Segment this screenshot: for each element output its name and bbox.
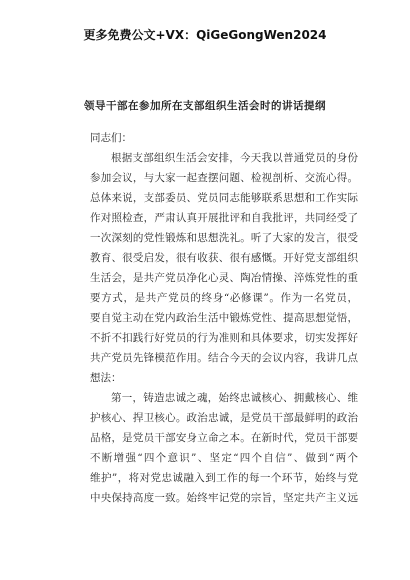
body-line: 不断增强“四个意识”、坚定“四个自信”、做到“两个 bbox=[90, 452, 358, 464]
body-line: 共产党员先锋模范作用。结合今天的会议内容，我讲几点 bbox=[90, 352, 358, 364]
body-line: 一次深刻的党性锻炼和思想洗礼。听了大家的发言，很受 bbox=[90, 232, 358, 244]
body-line: 维护”，将对党忠诚融入到工作的每一个环节，始终与党 bbox=[90, 472, 358, 484]
body-line: 中央保持高度一致。始终牢记党的宗旨，坚定共产主义远 bbox=[90, 492, 358, 504]
body-line: 要方式，是共产党员的终身“必修课”。作为一名党员， bbox=[90, 292, 358, 304]
body-line: 总体来说，支部委员、党员同志能够联系思想和工作实际 bbox=[90, 192, 358, 204]
body-line: 要自觉主动在党内政治生活中锻炼党性、提高思想觉悟， bbox=[90, 312, 358, 324]
body-line: 生活会，是共产党员净化心灵、陶冶情操、淬炼党性的重 bbox=[90, 272, 358, 284]
promo-header: 更多免费公文+VX：QiGeGongWen2024 bbox=[83, 28, 327, 42]
body-line: 第一，铸造忠诚之魂，始终忠诚核心、拥戴核心、维 bbox=[111, 392, 358, 404]
body-line: 想法： bbox=[90, 372, 122, 384]
body-line: 教育、很受启发，很有收获、很有感慨。开好党支部组织 bbox=[90, 252, 358, 264]
document-title: 领导干部在参加所在支部组织生活会时的讲话提纲 bbox=[84, 100, 326, 112]
document-body bbox=[90, 128, 358, 508]
body-line: 参加会议，与大家一起查摆问题、检视剖析、交流心得。 bbox=[90, 172, 358, 184]
body-line: 品格，是党员干部安身立命之本。在新时代，党员干部要 bbox=[90, 432, 358, 444]
body-line: 根据支部组织生活会安排，今天我以普通党员的身份 bbox=[111, 152, 358, 164]
body-line: 不折不扣践行好党员的行为准则和具体要求，切实发挥好 bbox=[90, 332, 358, 344]
body-line: 护核心、捍卫核心。政治忠诚，是党员干部最鲜明的政治 bbox=[90, 412, 358, 424]
body-line: 作对照检查，严肃认真开展批评和自我批评，共同经受了 bbox=[90, 212, 358, 224]
salutation: 同志们： bbox=[90, 132, 132, 144]
